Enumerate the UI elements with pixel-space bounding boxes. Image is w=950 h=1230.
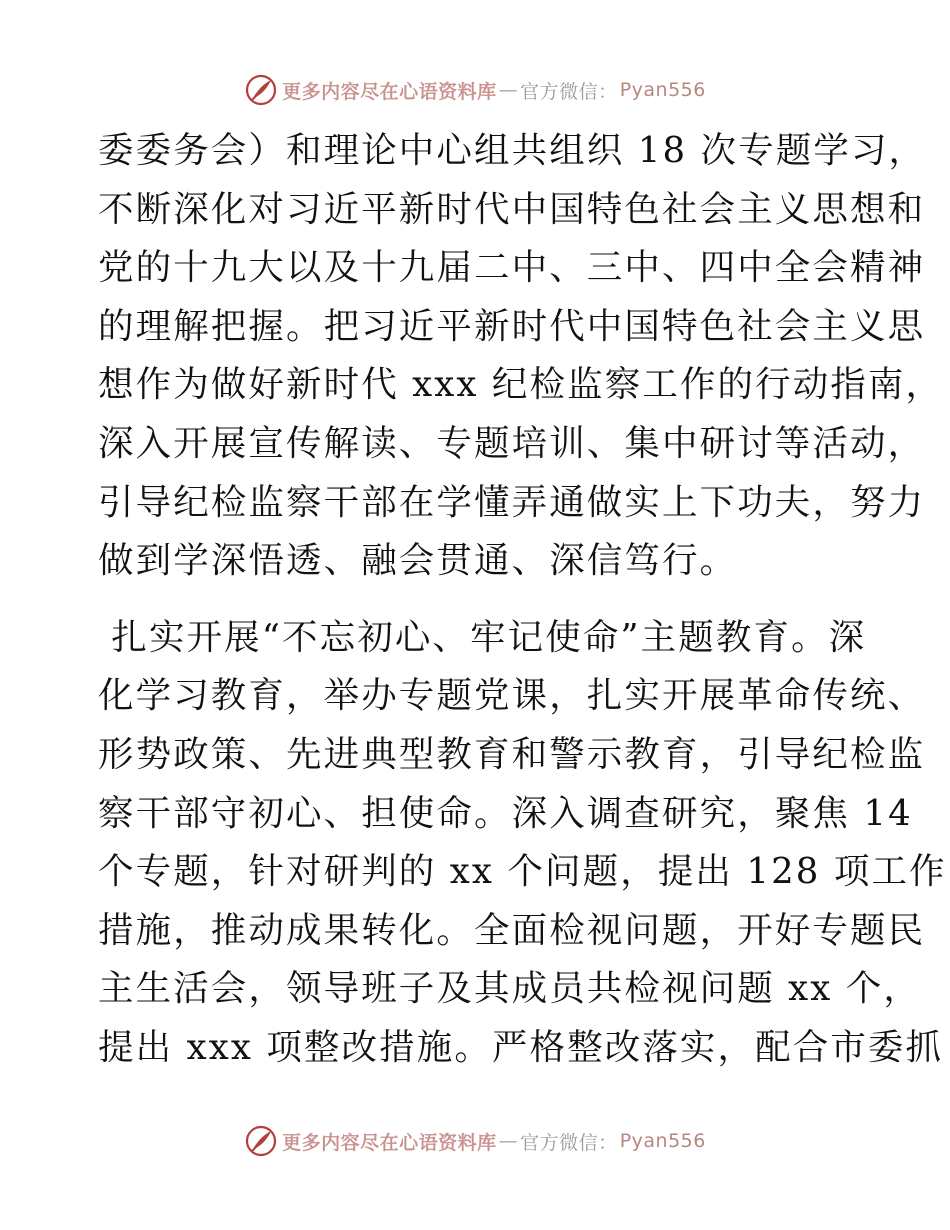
watermark-footer [0, 1119, 950, 1163]
watermark-handle: Pyan556 [619, 79, 706, 101]
text-line: 做到学深悟透、融会贯通、深信笃行。 [98, 540, 738, 582]
watermark-dash: — [498, 1130, 519, 1152]
watermark-dash: — [498, 79, 519, 101]
text-line: 引导纪检监察干部在学懂弄通做实上下功夫，努力 [98, 481, 926, 523]
text-line: 化学习教育，举办专题党课，扎实开展革命传统、 [98, 675, 926, 717]
watermark-handle: Pyan556 [619, 1130, 706, 1152]
watermark-header [0, 68, 950, 112]
paragraph-2 [98, 609, 947, 1078]
paragraph-gap [98, 591, 858, 609]
quill-pen-icon [244, 73, 278, 107]
watermark-sub-text: 官方微信： [520, 1131, 618, 1154]
watermark-sub-text: 官方微信： [520, 80, 618, 103]
text-line: 扎实开展“不忘初心、牢记使命”主题教育。深 [98, 616, 867, 658]
text-line: 深入开展宣传解读、专题培训、集中研讨等活动， [98, 422, 926, 464]
text-line: 不断深化对习近平新时代中国特色社会主义思想和 [98, 188, 926, 230]
text-line: 提出 xxx 项整改措施。严格整改落实，配合市委抓 [98, 1026, 944, 1068]
text-line: 的理解把握。把习近平新时代中国特色社会主义思 [98, 305, 926, 347]
document-body [98, 122, 947, 1078]
text-line: 主生活会，领导班子及其成员共检视问题 xx 个， [98, 968, 922, 1010]
text-line: 委委务会）和理论中心组共组织 18 次专题学习， [98, 130, 927, 171]
text-line: 形势政策、先进典型教育和警示教育，引导纪检监 [98, 733, 926, 775]
text-line: 党的十九大以及十九届二中、三中、四中全会精神 [98, 247, 926, 289]
text-line: 察干部守初心、担使命。深入调查研究，聚焦 14 [98, 792, 913, 834]
text-line: 想作为做好新时代 xxx 纪检监察工作的行动指南， [98, 364, 944, 406]
watermark-main-text: 更多内容尽在心语资料库 [282, 80, 497, 103]
text-line: 个专题，针对研判的 xx 个问题，提出 128 项工作 [98, 851, 947, 893]
paragraph-1 [98, 122, 944, 591]
watermark-main-text: 更多内容尽在心语资料库 [282, 1131, 497, 1154]
quill-pen-icon [244, 1124, 278, 1158]
text-line: 措施，推动成果转化。全面检视问题，开好专题民 [98, 909, 926, 951]
